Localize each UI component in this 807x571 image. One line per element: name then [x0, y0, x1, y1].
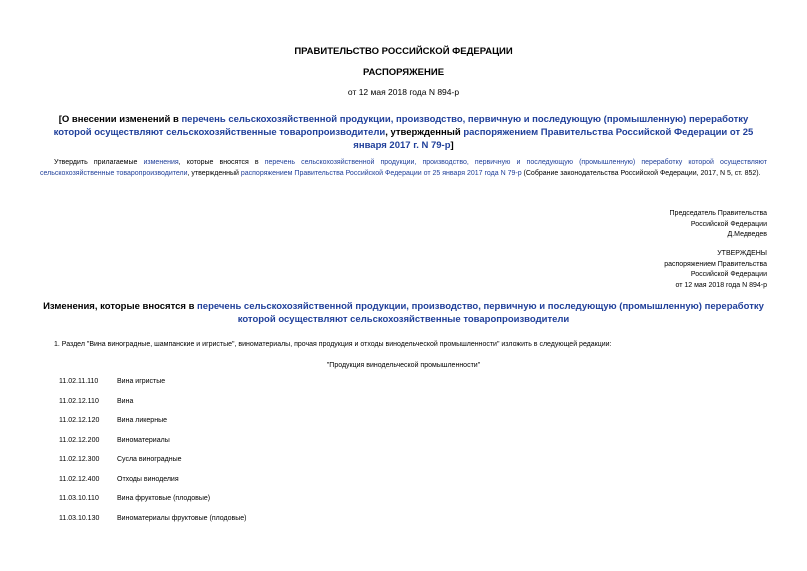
- para-text-4: (Собрание законодательства Российской Федерации, 2017, N 5, ст. 852).: [521, 170, 761, 177]
- product-table: [59, 372, 246, 528]
- row-code: 11.02.12.200: [59, 436, 100, 444]
- signature-block: [670, 209, 767, 241]
- document-date: от 12 мая 2018 года N 894-р: [347, 87, 460, 97]
- approved-line-4: от 12 мая 2018 года N 894-р: [675, 281, 767, 289]
- row-code: 11.02.11.110: [59, 378, 99, 386]
- table-row: [59, 509, 246, 529]
- document-title: [40, 113, 767, 152]
- table-row: [59, 450, 246, 470]
- table-row: [59, 431, 246, 451]
- order-79-link[interactable]: распоряжением Правительства Российской Федерации от 25 января 2017 года N 79-р: [240, 170, 522, 177]
- para-text-2: , которые вносятся в: [178, 159, 265, 166]
- changes-heading: [40, 300, 767, 326]
- title-list-link[interactable]: перечень сельскохозяйственной продукции, производство, первичную и последующую (промышленную) переработку которой осуществляют сельскохозяйственные товаропроизводители: [53, 114, 749, 138]
- row-name: Виноматериалы фруктовые (плодовые): [117, 514, 247, 522]
- row-code: 11.02.12.120: [59, 417, 100, 425]
- row-name: Сусла виноградные: [117, 456, 182, 464]
- approved-line-2: распоряжением Правительства: [664, 260, 767, 268]
- signature-line-1: Председатель Правительства: [669, 210, 767, 217]
- title-order-link[interactable]: распоряжением Правительства Российской Федерации от 25 января 2017 г. N 79-р: [353, 127, 754, 151]
- table-row: [59, 470, 246, 490]
- para-text-1: Утвердить прилагаемые: [54, 159, 144, 166]
- row-code: 11.02.12.300: [59, 456, 100, 464]
- row-code: 11.03.10.110: [59, 495, 99, 503]
- changes-link[interactable]: изменения: [143, 159, 179, 166]
- document-type-heading: РАСПОРЯЖЕНИЕ: [362, 67, 445, 78]
- row-code: 11.02.12.110: [59, 397, 99, 405]
- row-name: Вина игристые: [117, 378, 166, 386]
- list-link[interactable]: перечень сельскохозяйственной продукции, производство, первичную и последующую (промышленную) переработку которой осуществляют сельскохозяйственные товаропроизводители: [40, 159, 767, 177]
- para-text-3: , утвержденный: [187, 170, 241, 177]
- group-title: "Продукция винодельческой промышленности": [326, 362, 481, 369]
- table-row: [59, 411, 246, 431]
- table-row: [59, 489, 246, 509]
- changes-heading-text: Изменения, которые вносятся в: [43, 301, 198, 312]
- government-heading: ПРАВИТЕЛЬСТВО РОССИЙСКОЙ ФЕДЕРАЦИИ: [294, 46, 513, 57]
- change-item-1: 1. Раздел "Вина виноградные, шампанские и игристые", виноматериалы, прочая продукция и отходы винодельческой промышленности" изложить в следующей редакции:: [54, 341, 612, 348]
- row-code: 11.03.10.130: [59, 514, 100, 522]
- approved-line-1: УТВЕРЖДЕНЫ: [717, 250, 767, 257]
- title-text-1: [О внесении изменений в: [58, 114, 182, 125]
- row-name: Вина фруктовые (плодовые): [117, 495, 211, 503]
- signature-line-2: Российской Федерации: [690, 220, 767, 228]
- approved-block: [664, 249, 767, 291]
- row-code: 11.02.12.400: [59, 475, 100, 483]
- row-name: Вина ликерные: [117, 417, 167, 425]
- title-text-3: ]: [450, 140, 454, 151]
- row-name: Отходы виноделия: [117, 475, 179, 483]
- row-name: Виноматериалы: [117, 436, 170, 444]
- table-row: [59, 392, 246, 412]
- row-name: Вина: [117, 397, 134, 405]
- table-row: [59, 372, 246, 392]
- title-text-2: , утвержденный: [385, 127, 464, 138]
- approved-line-3: Российской Федерации: [690, 271, 767, 278]
- changes-heading-link[interactable]: перечень сельскохозяйственной продукции, производство, первичную и последующую (промышленную) переработку которой осуществляют сельскохозяйственные товаропроизводители: [197, 301, 764, 325]
- approval-paragraph: [40, 157, 767, 179]
- signature-line-3: Д.Медведев: [727, 231, 767, 238]
